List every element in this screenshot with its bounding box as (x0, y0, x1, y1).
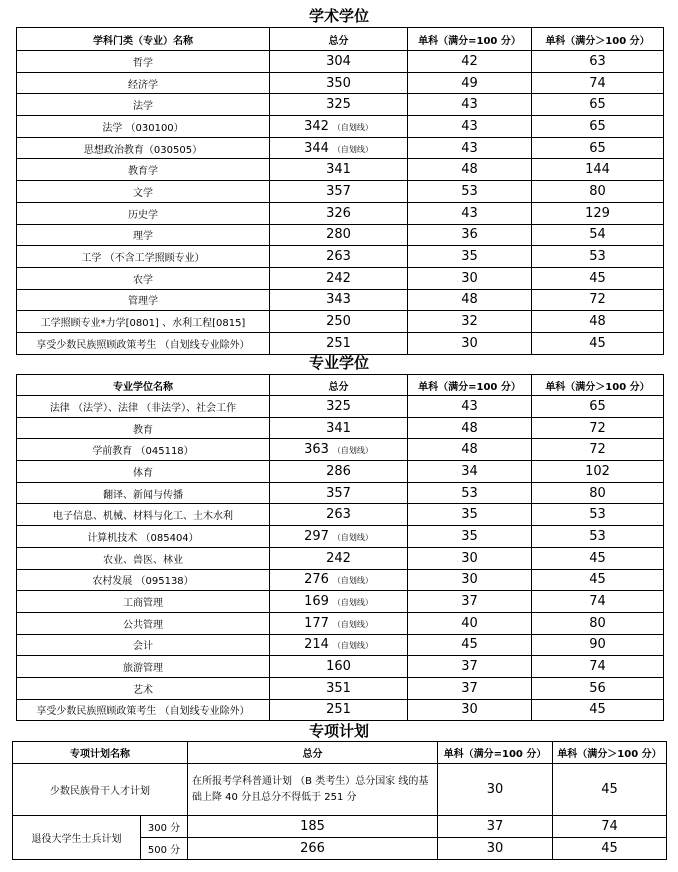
total-score (270, 417, 408, 439)
single-gt100: 45 (532, 569, 664, 591)
discipline-name: 农业、兽医、林业 (17, 547, 270, 569)
total-value: 280 (326, 227, 351, 243)
total-value: 341 (326, 162, 351, 178)
single-100: 48 (408, 439, 532, 461)
discipline-name: 公共管理 (17, 612, 270, 634)
header-single-100: 单科（满分=100 分） (408, 375, 532, 396)
single-100: 37 (408, 677, 532, 699)
table-row (17, 526, 664, 548)
single-gt100: 80 (532, 612, 664, 634)
single-gt100: 65 (532, 396, 664, 418)
total-score (270, 224, 408, 246)
total-score (270, 202, 408, 224)
header-name: 学科门类（专业）名称 (17, 28, 270, 51)
total-value: 242 (326, 270, 351, 286)
total-value: 250 (326, 314, 351, 330)
table-row (17, 202, 664, 224)
total-value: 357 (326, 183, 351, 199)
single-100: 40 (408, 612, 532, 634)
table-row (17, 224, 664, 246)
discipline-name: 哲学 (17, 51, 270, 73)
self-line-note: （自划线） (332, 641, 373, 651)
table-row (17, 417, 664, 439)
professional-title: 专业学位 (308, 354, 369, 372)
header-single-gt100: 单科（满分＞100 分） (532, 28, 664, 51)
table-row (17, 267, 664, 289)
single-gt100: 65 (532, 137, 664, 159)
single-100: 53 (408, 181, 532, 203)
total-value: 341 (326, 420, 351, 436)
single-100: 36 (408, 224, 532, 246)
single-gt100: 72 (532, 417, 664, 439)
table-row (17, 461, 664, 483)
single-100: 35 (408, 526, 532, 548)
total-score (270, 311, 408, 333)
single-100: 48 (408, 289, 532, 311)
single-gt100: 74 (532, 591, 664, 613)
table-row (17, 699, 664, 721)
header-single-100: 单科（满分=100 分） (438, 742, 553, 764)
total-score (270, 482, 408, 504)
table-row (17, 612, 664, 634)
professional-table (16, 374, 664, 721)
total-value: 363 (304, 442, 329, 458)
discipline-name: 文学 (17, 181, 270, 203)
table-row (17, 656, 664, 678)
total-score (270, 656, 408, 678)
total-score (270, 591, 408, 613)
single-100: 48 (408, 417, 532, 439)
header-name: 专项计划名称 (13, 742, 188, 764)
total-score (270, 332, 408, 354)
table-row (17, 396, 664, 418)
discipline-name: 享受少数民族照顾政策考生 （自划线专业除外） (17, 699, 270, 721)
total-value: 263 (326, 507, 351, 523)
total-value: 342 (304, 118, 329, 134)
total-value: 263 (326, 249, 351, 265)
single-gt100: 45 (532, 332, 664, 354)
single-gt100: 129 (532, 202, 664, 224)
single-gt100: 48 (532, 311, 664, 333)
self-line-note: （自划线） (332, 144, 373, 154)
total-value: 276 (304, 572, 329, 588)
table-row (17, 332, 664, 354)
table-row (17, 137, 664, 159)
total-value: 343 (326, 292, 351, 308)
single-100: 30 (438, 764, 553, 816)
total-value: 325 (326, 398, 351, 414)
single-gt100: 56 (532, 677, 664, 699)
single-100: 43 (408, 202, 532, 224)
total-score (270, 612, 408, 634)
discipline-name: 享受少数民族照顾政策考生 （自划线专业除外） (17, 332, 270, 354)
discipline-name: 历史学 (17, 202, 270, 224)
header-single-gt100: 单科（满分＞100 分） (553, 742, 667, 764)
self-line-note: （自划线） (332, 446, 373, 456)
single-100: 48 (408, 159, 532, 181)
total-score (270, 159, 408, 181)
discipline-name: 艺术 (17, 677, 270, 699)
table-row (17, 591, 664, 613)
minority-plan-name: 少数民族骨干人才计划 (13, 764, 188, 816)
table-row (17, 569, 664, 591)
single-gt100: 74 (553, 816, 667, 838)
single-100: 30 (408, 332, 532, 354)
total-value: 177 (304, 615, 329, 631)
table-row (17, 677, 664, 699)
discipline-name: 工学照顾专业*力学[0801] 、水利工程[0815] (17, 311, 270, 333)
table-row (17, 51, 664, 73)
total-score (270, 526, 408, 548)
single-gt100: 80 (532, 482, 664, 504)
single-gt100: 53 (532, 246, 664, 268)
discipline-name: 翻译、新闻与传播 (17, 482, 270, 504)
self-line-note: （自划线） (332, 532, 373, 542)
total-score (270, 677, 408, 699)
single-100: 49 (408, 72, 532, 94)
single-100: 35 (408, 504, 532, 526)
single-gt100: 72 (532, 439, 664, 461)
single-100: 30 (408, 267, 532, 289)
header-name: 专业学位名称 (17, 375, 270, 396)
table-row (17, 289, 664, 311)
single-gt100: 45 (532, 547, 664, 569)
table-row (17, 246, 664, 268)
total-value: 350 (326, 75, 351, 91)
single-100: 30 (408, 547, 532, 569)
single-100: 37 (408, 656, 532, 678)
total-score (270, 289, 408, 311)
single-100: 30 (438, 838, 553, 860)
total-score (270, 137, 408, 159)
single-100: 30 (408, 699, 532, 721)
table-row (17, 116, 664, 138)
academic-table (16, 27, 664, 355)
single-gt100: 72 (532, 289, 664, 311)
single-gt100: 63 (532, 51, 664, 73)
table-row (17, 72, 664, 94)
special-title: 专项计划 (308, 722, 369, 740)
single-100: 37 (438, 816, 553, 838)
total-value: 304 (326, 53, 351, 69)
discipline-name: 法学 (17, 94, 270, 116)
discipline-name: 会计 (17, 634, 270, 656)
table-row (17, 159, 664, 181)
discipline-name: 理学 (17, 224, 270, 246)
total-value: 251 (326, 702, 351, 718)
discipline-name: 思想政治教育（030505） (17, 137, 270, 159)
discipline-name: 学前教育 （045118） (17, 439, 270, 461)
table-row (17, 482, 664, 504)
total-score (270, 181, 408, 203)
veteran-sub: 500 分 (141, 838, 188, 860)
total-score (270, 396, 408, 418)
total-value: 351 (326, 680, 351, 696)
single-100: 42 (408, 51, 532, 73)
discipline-name: 计算机技术 （085404） (17, 526, 270, 548)
total-score (270, 461, 408, 483)
header-total: 总分 (270, 375, 408, 396)
total-score (270, 267, 408, 289)
total-score (270, 72, 408, 94)
single-100: 34 (408, 461, 532, 483)
single-100: 37 (408, 591, 532, 613)
total-value: 286 (326, 463, 351, 479)
single-gt100: 65 (532, 94, 664, 116)
table-row (17, 634, 664, 656)
single-100: 43 (408, 116, 532, 138)
single-gt100: 144 (532, 159, 664, 181)
self-line-note: （自划线） (332, 576, 373, 586)
header-total: 总分 (188, 742, 438, 764)
single-gt100: 74 (532, 656, 664, 678)
total-score (270, 439, 408, 461)
header-total: 总分 (270, 28, 408, 51)
header-single-100: 单科（满分=100 分） (408, 28, 532, 51)
single-100: 30 (408, 569, 532, 591)
table-row (13, 816, 667, 838)
single-100: 43 (408, 137, 532, 159)
single-100: 43 (408, 396, 532, 418)
discipline-name: 教育 (17, 417, 270, 439)
total-score (270, 699, 408, 721)
single-gt100: 45 (553, 838, 667, 860)
single-gt100: 45 (553, 764, 667, 816)
single-100: 45 (408, 634, 532, 656)
self-line-note: （自划线） (332, 122, 373, 132)
table-row (17, 504, 664, 526)
discipline-name: 工商管理 (17, 591, 270, 613)
total-value: 214 (304, 637, 329, 653)
total-value: 357 (326, 485, 351, 501)
single-100: 32 (408, 311, 532, 333)
single-gt100: 102 (532, 461, 664, 483)
total-value: 325 (326, 97, 351, 113)
total-score (270, 51, 408, 73)
single-gt100: 90 (532, 634, 664, 656)
table-row (17, 181, 664, 203)
single-gt100: 80 (532, 181, 664, 203)
discipline-name: 管理学 (17, 289, 270, 311)
discipline-name: 体育 (17, 461, 270, 483)
discipline-name: 法律 （法学）、法律 （非法学）、社会工作 (17, 396, 270, 418)
total-value: 242 (326, 550, 351, 566)
total-score (270, 246, 408, 268)
single-100: 35 (408, 246, 532, 268)
total-value: 160 (326, 659, 351, 675)
total-value: 326 (326, 205, 351, 221)
single-gt100: 74 (532, 72, 664, 94)
total-value: 297 (304, 528, 329, 544)
table-row (17, 311, 664, 333)
total-value: 169 (304, 594, 329, 610)
discipline-name: 教育学 (17, 159, 270, 181)
discipline-name: 法学 （030100） (17, 116, 270, 138)
table-row (13, 764, 667, 816)
single-gt100: 53 (532, 504, 664, 526)
discipline-name: 旅游管理 (17, 656, 270, 678)
total-score: 185 (188, 816, 438, 838)
table-row (17, 94, 664, 116)
total-value: 344 (304, 140, 329, 156)
single-gt100: 45 (532, 267, 664, 289)
total-score (270, 569, 408, 591)
table-row (17, 547, 664, 569)
single-100: 53 (408, 482, 532, 504)
total-score (270, 504, 408, 526)
special-table (12, 741, 667, 860)
table-row (17, 439, 664, 461)
total-score (270, 94, 408, 116)
discipline-name: 经济学 (17, 72, 270, 94)
single-gt100: 65 (532, 116, 664, 138)
single-100: 43 (408, 94, 532, 116)
discipline-name: 电子信息、机械、材料与化工、土木水利 (17, 504, 270, 526)
single-gt100: 54 (532, 224, 664, 246)
total-score (270, 547, 408, 569)
total-score (270, 116, 408, 138)
discipline-name: 工学 （不含工学照顾专业） (17, 246, 270, 268)
self-line-note: （自划线） (332, 619, 373, 629)
single-gt100: 45 (532, 699, 664, 721)
single-gt100: 53 (532, 526, 664, 548)
total-score: 266 (188, 838, 438, 860)
veteran-sub: 300 分 (141, 816, 188, 838)
discipline-name: 农村发展 （095138） (17, 569, 270, 591)
self-line-note: （自划线） (332, 598, 373, 608)
minority-plan-desc: 在所报考学科普通计划 （B 类考生）总分国家 线的基础上降 40 分且总分不得低于 251 分 (188, 764, 438, 816)
discipline-name: 农学 (17, 267, 270, 289)
total-score (270, 634, 408, 656)
academic-title: 学术学位 (308, 7, 369, 25)
total-value: 251 (326, 335, 351, 351)
header-single-gt100: 单科（满分＞100 分） (532, 375, 664, 396)
veteran-plan-name: 退役大学生士兵计划 (13, 816, 141, 860)
